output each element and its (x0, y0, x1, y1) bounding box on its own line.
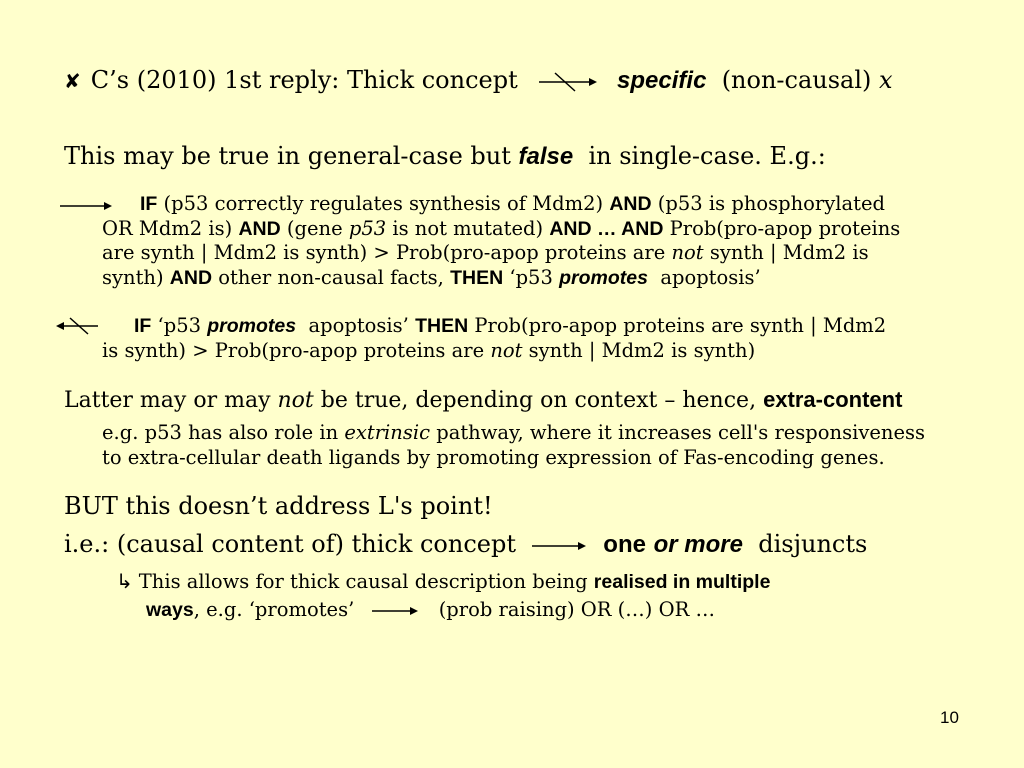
arrow-right-icon (372, 604, 418, 618)
x-variable: x (879, 66, 893, 94)
block1-text: is not mutated) (392, 216, 544, 240)
block1-text: synth) (102, 265, 164, 289)
general-case-line (64, 142, 826, 171)
block1-text: (p53 correctly regulates synthesis of Mdm2) (163, 192, 604, 215)
specific-keyword: specific (617, 67, 707, 94)
if-keyword: IF (140, 193, 158, 215)
thick-concept-text: C’s (2010) 1st reply: Thick concept (90, 66, 518, 94)
example-text: e.g. p53 has also role in (102, 421, 339, 444)
and-keyword: AND (169, 266, 213, 289)
ways-keyword: ways (146, 599, 194, 621)
and-keyword: AND (238, 217, 281, 240)
sub-text: This allows for thick causal description being (138, 570, 588, 593)
block1-text: synth | Mdm2 is (709, 241, 869, 264)
bullet-line-thick-concept (64, 66, 893, 95)
extrinsic-italic: extrinsic (344, 421, 431, 444)
page-number: 10 (940, 708, 959, 727)
example-text: to extra-cellular death ligands by promoting expression of Fas-encoding genes. (102, 446, 885, 469)
realised-keyword: realised in multiple (593, 571, 771, 593)
block1-text: Prob(pro-apop proteins (669, 216, 901, 240)
cross-bullet-icon: ✘ (64, 69, 81, 93)
block1-text: other non-causal facts, (218, 265, 444, 289)
extra-content-keyword: extra-content (763, 387, 903, 412)
block1-text: ‘p53 (509, 265, 553, 289)
promotes-keyword: promotes (207, 315, 297, 337)
ie-line (64, 530, 867, 559)
block2-text: synth | Mdm2 is synth) (528, 338, 756, 362)
if-block-2 (102, 314, 886, 363)
false-keyword: false (518, 143, 574, 170)
then-keyword: THEN (415, 315, 469, 337)
example-extrinsic (102, 420, 925, 470)
or-more-keyword: or more (653, 531, 743, 558)
sub-text: (prob raising) OR (…) OR … (438, 598, 715, 621)
block1-text: apoptosis’ (660, 265, 761, 289)
and-and-keyword: AND … AND (549, 217, 664, 240)
block1-text: OR Mdm2 is) (102, 216, 233, 240)
not-italic: not (671, 241, 704, 264)
latter-line (64, 387, 902, 413)
block2-text: apoptosis’ (308, 314, 409, 337)
sub-text: , e.g. ‘promotes’ (193, 598, 355, 621)
latter-text: be true, depending on context – hence, (320, 388, 757, 413)
non-causal-text: (non-causal) (721, 66, 872, 94)
block2-text: Prob(pro-apop proteins are synth | Mdm2 (474, 314, 887, 337)
if-keyword: IF (134, 315, 152, 337)
if-block-1 (102, 192, 900, 290)
sub-bullet-multiple-ways (116, 567, 770, 624)
ie-text: i.e.: (causal content of) thick concept (64, 530, 516, 558)
block2-text: is synth) > Prob(pro-apop proteins are (102, 338, 485, 362)
hook-arrow-icon: ↳ (116, 569, 133, 593)
disjuncts-text: disjuncts (758, 530, 868, 558)
but-line: BUT this doesn’t address L's point! (64, 492, 493, 520)
single-case-text: in single-case. E.g.: (588, 142, 826, 170)
one-keyword: one (603, 531, 646, 558)
general-case-text: This may be true in general-case but (64, 142, 511, 170)
example-text: pathway, where it increases cell's responsiveness (436, 421, 926, 444)
block1-text: (p53 is phosphorylated (657, 192, 885, 215)
arrow-not-right-icon (535, 71, 599, 93)
block1-text: (gene (286, 216, 343, 240)
p53-italic: p53 (348, 216, 387, 240)
block1-text: are synth | Mdm2 is synth) > Prob(pro-apop proteins are (102, 241, 666, 264)
not-italic: not (490, 338, 523, 362)
block2-text: ‘p53 (157, 314, 202, 337)
arrow-right-icon (532, 539, 586, 553)
arrow-not-left-icon (56, 316, 98, 336)
latter-text: Latter may or may (64, 388, 271, 413)
not-italic: not (277, 388, 314, 413)
then-keyword: THEN (450, 266, 504, 289)
promotes-keyword: promotes (559, 266, 648, 289)
and-keyword: AND (609, 193, 652, 215)
